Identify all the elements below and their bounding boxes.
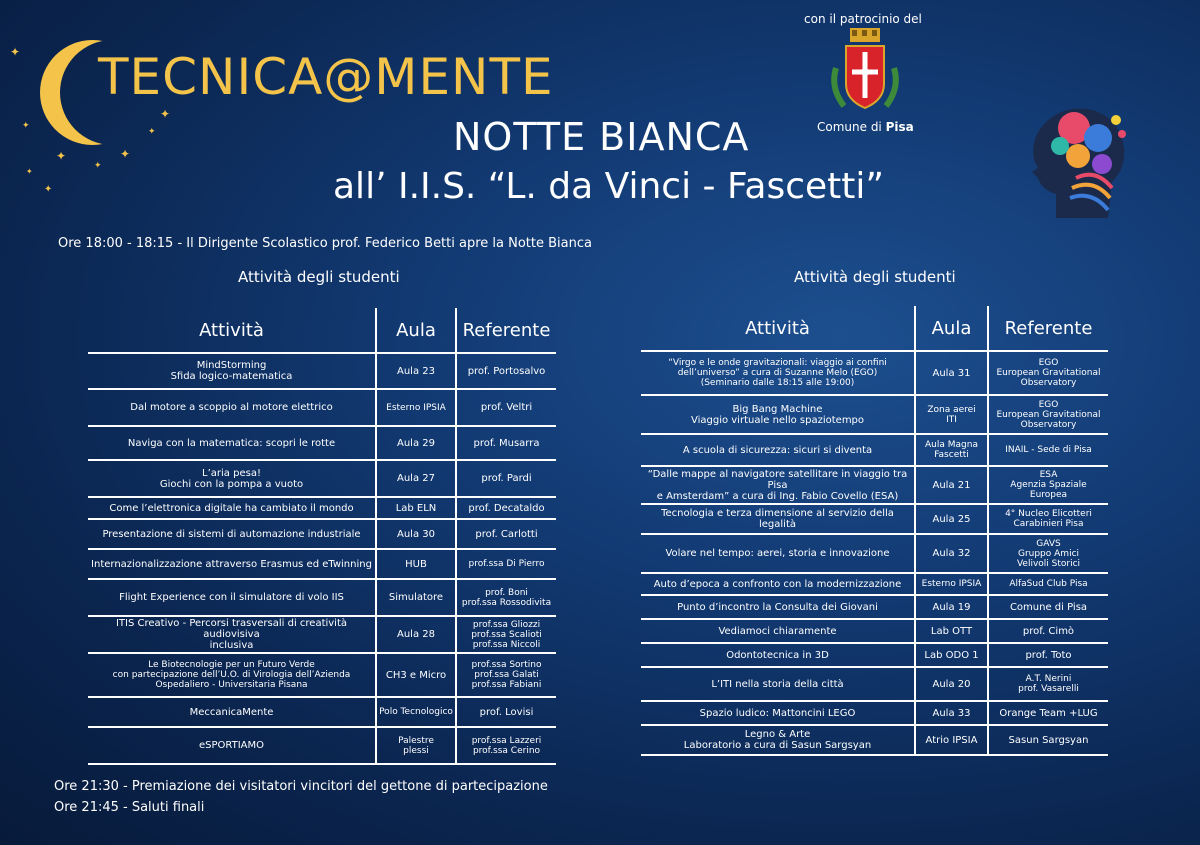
table-row (641, 466, 1108, 504)
referent-cell: prof.ssa Di Pierro (456, 549, 556, 579)
table-row (641, 534, 1108, 573)
activity-cell: Vediamoci chiaramente (641, 619, 915, 643)
star-icon: ✦ (148, 127, 156, 137)
activity-cell: Volare nel tempo: aerei, storia e innovazione (641, 534, 915, 573)
referent-cell: prof. Decataldo (456, 497, 556, 519)
star-icon: ✦ (10, 45, 21, 59)
referent-cell: 4° Nucleo Elicotteri Carabinieri Pisa (988, 504, 1108, 534)
referent-cell: A.T. Nerini prof. Vasarelli (988, 667, 1108, 701)
referent-cell: prof. Carlotti (456, 519, 556, 549)
activity-cell: “Virgo e le onde gravitazionali: viaggio ai confini dell’universo” a cura di Suzanne Melo (EGO) (Seminario dalle 18:15 alle 19:00) (641, 351, 915, 395)
table-row (88, 497, 556, 519)
header-room: Aula (915, 306, 988, 351)
room-cell: Aula 19 (915, 595, 988, 619)
table-row (641, 701, 1108, 725)
room-cell: CH3 e Micro (376, 653, 456, 697)
referent-cell: GAVS Gruppo Amici Velivoli Storici (988, 534, 1108, 573)
referent-cell: prof.ssa Gliozzi prof.ssa Scalioti prof.ssa Niccoli (456, 616, 556, 653)
star-icon: ✦ (26, 167, 33, 176)
activity-cell: L’ITI nella storia della città (641, 667, 915, 701)
room-cell: Aula 30 (376, 519, 456, 549)
activity-cell: L’aria pesa! Giochi con la pompa a vuoto (88, 460, 376, 497)
star-icon: ✦ (56, 149, 67, 163)
referent-cell: INAIL - Sede di Pisa (988, 434, 1108, 466)
activity-cell: Internazionalizzazione attraverso Erasmus ed eTwinning (88, 549, 376, 579)
activity-cell: MeccanicaMente (88, 697, 376, 727)
room-cell: Atrio IPSIA (915, 725, 988, 755)
referent-cell: prof. Portosalvo (456, 353, 556, 389)
activity-cell: Auto d’epoca a confronto con la modernizzazione (641, 573, 915, 595)
room-cell: Aula 33 (915, 701, 988, 725)
section-title-left: Attività degli studenti (238, 268, 400, 286)
activity-cell: Dal motore a scoppio al motore elettrico (88, 389, 376, 426)
room-cell: Aula 31 (915, 351, 988, 395)
patronage-text: con il patrocinio del (804, 12, 922, 26)
room-cell: HUB (376, 549, 456, 579)
room-cell: Esterno IPSIA (376, 389, 456, 426)
room-cell: Aula 27 (376, 460, 456, 497)
table-row (88, 653, 556, 697)
table-row (641, 725, 1108, 755)
room-cell: Zona aerei ITI (915, 395, 988, 434)
room-cell: Lab OTT (915, 619, 988, 643)
room-cell: Lab ELN (376, 497, 456, 519)
activity-cell: Tecnologia e terza dimensione al servizio della legalità (641, 504, 915, 534)
room-cell: Aula 23 (376, 353, 456, 389)
star-icon: ✦ (40, 85, 51, 99)
comune-crest-icon (830, 28, 900, 116)
referent-cell: ESA Agenzia Spaziale Europea (988, 466, 1108, 504)
referent-cell: prof. Lovisi (456, 697, 556, 727)
room-cell: Aula 32 (915, 534, 988, 573)
table-row (88, 353, 556, 389)
room-cell: Palestre plessi (376, 727, 456, 764)
table-row (641, 351, 1108, 395)
activity-cell: Come l’elettronica digitale ha cambiato il mondo (88, 497, 376, 519)
table-row (641, 643, 1108, 667)
closing-line-awards: Ore 21:30 - Premiazione dei visitatori vincitori del gettone di partecipazione (54, 779, 548, 794)
header-room: Aula (376, 308, 456, 353)
head-art-icon (1016, 98, 1134, 220)
activity-cell: Naviga con la matematica: scopri le rotte (88, 426, 376, 460)
activity-cell: MindStorming Sfida logico-matematica (88, 353, 376, 389)
referent-cell: AlfaSud Club Pisa (988, 573, 1108, 595)
room-cell: Aula 25 (915, 504, 988, 534)
activity-cell: A scuola di sicurezza: sicuri si diventa (641, 434, 915, 466)
table-row (641, 434, 1108, 466)
referent-cell: prof. Musarra (456, 426, 556, 460)
table-row (88, 389, 556, 426)
header-referent: Referente (456, 308, 556, 353)
referent-cell: prof. Cimò (988, 619, 1108, 643)
table-row (88, 549, 556, 579)
activity-cell: Presentazione di sistemi di automazione industriale (88, 519, 376, 549)
activities-table-left (88, 308, 556, 765)
room-cell: Polo Tecnologico (376, 697, 456, 727)
table-row (88, 727, 556, 764)
activities-table-right (641, 306, 1108, 756)
activity-cell: ITIS Creativo - Percorsi trasversali di creatività audiovisiva inclusiva (88, 616, 376, 653)
table-row (88, 579, 556, 616)
table-row (88, 426, 556, 460)
room-cell: Esterno IPSIA (915, 573, 988, 595)
intro-line: Ore 18:00 - 18:15 - Il Dirigente Scolastico prof. Federico Betti apre la Notte Bianca (58, 236, 592, 251)
page-subtitle: all’ I.I.S. “L. da Vinci - Fascetti” (333, 166, 885, 207)
star-icon: ✦ (44, 184, 53, 195)
referent-cell: Orange Team +LUG (988, 701, 1108, 725)
room-cell: Aula Magna Fascetti (915, 434, 988, 466)
star-icon: ✦ (94, 161, 102, 171)
activity-cell: Le Biotecnologie per un Futuro Verde con partecipazione dell’U.O. di Virologia dell’Azienda Ospedaliero - Universitaria Pisana (88, 653, 376, 697)
activity-cell: Legno & Arte Laboratorio a cura di Sasun Sargsyan (641, 725, 915, 755)
room-cell: Aula 28 (376, 616, 456, 653)
table-row (88, 519, 556, 549)
referent-cell: Sasun Sargsyan (988, 725, 1108, 755)
star-icon: ✦ (160, 107, 171, 121)
room-cell: Simulatore (376, 579, 456, 616)
comune-label: Comune di Pisa (817, 120, 914, 134)
table-row (641, 395, 1108, 434)
star-icon: ✦ (120, 147, 131, 161)
activity-cell: Punto d’incontro la Consulta dei Giovani (641, 595, 915, 619)
closing-line-goodbye: Ore 21:45 - Saluti finali (54, 800, 205, 815)
table-row (641, 667, 1108, 701)
referent-cell: EGO European Gravitational Observatory (988, 395, 1108, 434)
activity-cell: eSPORTIAMO (88, 727, 376, 764)
room-cell: Aula 21 (915, 466, 988, 504)
referent-cell: EGO European Gravitational Observatory (988, 351, 1108, 395)
referent-cell: prof. Veltri (456, 389, 556, 426)
room-cell: Aula 29 (376, 426, 456, 460)
activity-cell: Odontotecnica in 3D (641, 643, 915, 667)
room-cell: Lab ODO 1 (915, 643, 988, 667)
activity-cell: Spazio ludico: Mattoncini LEGO (641, 701, 915, 725)
referent-cell: prof. Pardi (456, 460, 556, 497)
header-activity: Attività (641, 306, 915, 351)
header-referent: Referente (988, 306, 1108, 351)
table-row (88, 616, 556, 653)
referent-cell: prof. Boni prof.ssa Rossodivita (456, 579, 556, 616)
table-row (88, 460, 556, 497)
table-row (641, 573, 1108, 595)
table-row (641, 619, 1108, 643)
referent-cell: Comune di Pisa (988, 595, 1108, 619)
logo-title: TECNICA@MENTE (98, 48, 554, 106)
referent-cell: prof.ssa Sortino prof.ssa Galati prof.ssa Fabiani (456, 653, 556, 697)
table-row (641, 504, 1108, 534)
table-row (88, 697, 556, 727)
referent-cell: prof. Toto (988, 643, 1108, 667)
table-row (641, 595, 1108, 619)
activity-cell: “Dalle mappe al navigatore satellitare in viaggio tra Pisa e Amsterdam” a cura di Ing. Fabio Covello (ESA) (641, 466, 915, 504)
room-cell: Aula 20 (915, 667, 988, 701)
section-title-right: Attività degli studenti (794, 268, 956, 286)
referent-cell: prof.ssa Lazzeri prof.ssa Cerino (456, 727, 556, 764)
activity-cell: Flight Experience con il simulatore di volo IIS (88, 579, 376, 616)
header-activity: Attività (88, 308, 376, 353)
activity-cell: Big Bang Machine Viaggio virtuale nello spaziotempo (641, 395, 915, 434)
page-title: NOTTE BIANCA (453, 115, 750, 159)
star-icon: ✦ (22, 121, 30, 131)
